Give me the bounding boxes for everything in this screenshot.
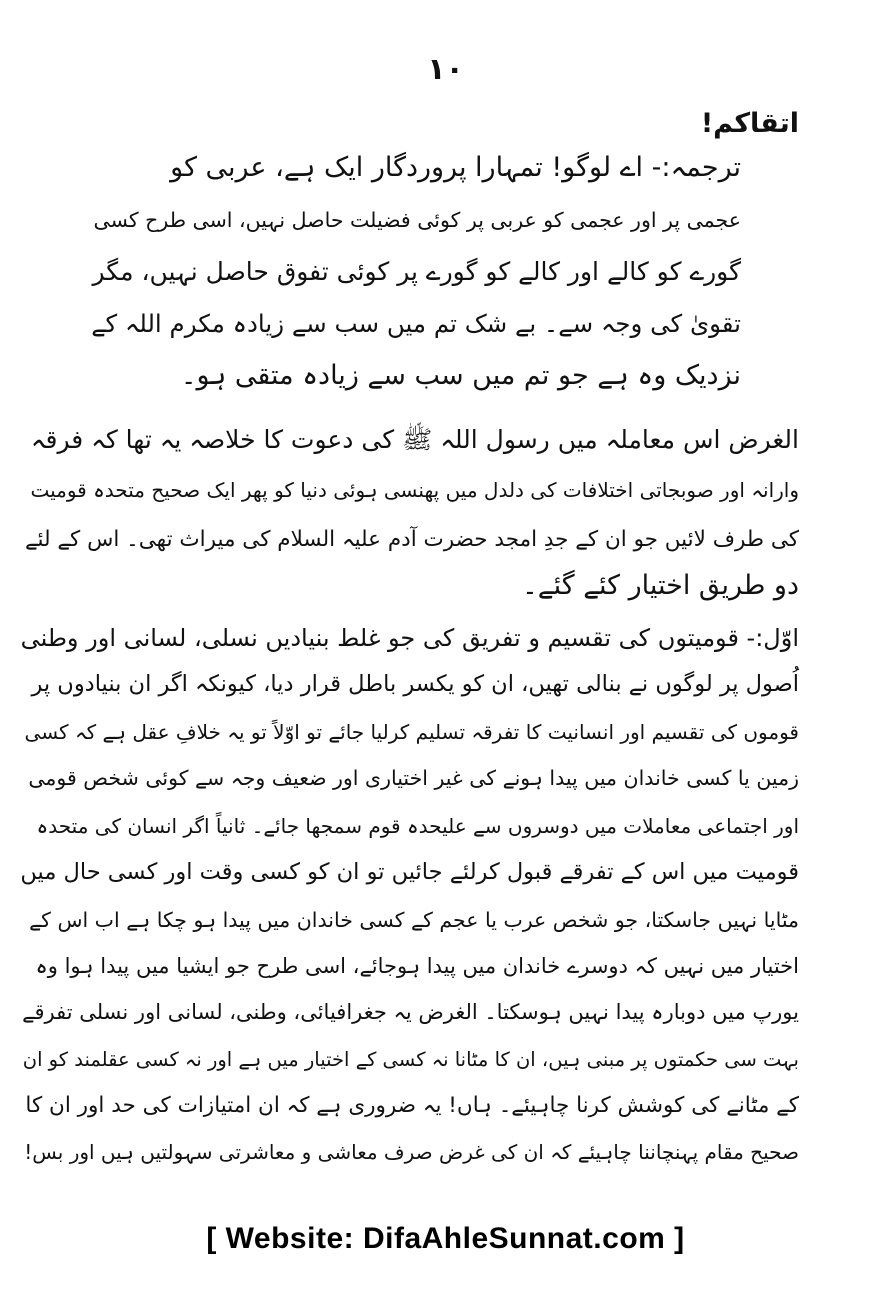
- paragraph-line: کے مٹانے کی کوشش کرنا چاہیئے۔ ہاں! یہ ضروری ہے کہ ان امتیازات کی حد اور ان کا: [25, 1093, 799, 1118]
- paragraph-line: دو طریق اختیار کئے گئے۔: [521, 570, 799, 601]
- translation-line: عجمی پر اور عجمی کو عربی پر کوئی فضیلت حاصل نہیں، اسی طرح کسی: [93, 208, 741, 232]
- paragraph-summary: [19, 406, 799, 606]
- paragraph-line: بہت سی حکمتوں پر مبنی ہیں، ان کا مٹانا نہ کسی کے اختیار میں ہے اور نہ کسی عقلمند کو ان: [22, 1048, 799, 1071]
- website-footer: [ Website: DifaAhleSunnat.com ]: [206, 1222, 685, 1255]
- translation-line: تقویٰ کی وجہ سے۔ بے شک تم میں سب سے زیادہ مکرم اللہ کے: [91, 309, 741, 338]
- paragraph-first-method: [19, 608, 799, 1168]
- section-heading: اتقاکم!: [700, 108, 799, 139]
- paragraph-line: صحیح مقام پہنچاننا چاہیئے کہ ان کی غرض صرف معاشی و معاشرتی سہولتیں ہیں اور بس!: [24, 1140, 799, 1164]
- paragraph-line: اُصول پر لوگوں نے بنالی تھیں، ان کو یکسر باطل قرار دیا، کیونکہ اگر ان بنیادوں پر: [31, 671, 799, 697]
- paragraph-line: زمین یا کسی خاندان میں پیدا ہونے کی غیر اختیاری اور ضعیف وجہ سے کوئی شخص قومی: [28, 766, 799, 790]
- paragraph-line: وارانہ اور صوبجاتی اختلافات کی دلدل میں پھنسی ہوئی دنیا کو پھر ایک صحیح متحدہ قومیت: [30, 478, 799, 502]
- paragraph-line: اختیار میں نہیں کہ دوسرے خاندان میں پیدا ہوجائے، اسی طرح جو ایشیا میں پیدا ہوا وہ: [35, 954, 799, 978]
- paragraph-line: اور اجتماعی معاملات میں دوسروں سے علیحدہ قوم سمجھا جائے۔ ثانیاً اگر انسان کی متحدہ: [36, 814, 799, 838]
- translation-line: نزدیک وہ ہے جو تم میں سب سے زیادہ متقی ہو۔: [180, 360, 741, 391]
- translation-line: ترجمہ:- اے لوگو! تمہارا پروردگار ایک ہے، عربی کو: [170, 152, 741, 183]
- paragraph-line: کی طرف لائیں جو ان کے جدِ امجد حضرت آدم علیہ السلام کی میراث تھی۔ اس کے لئے: [24, 527, 799, 552]
- paragraph-line: یورپ میں دوبارہ پیدا نہیں ہوسکتا۔ الغرض یہ جغرافیائی، وطنی، لسانی اور نسلی تفرقے: [22, 1000, 799, 1024]
- paragraph-line: قوموں کی تقسیم اور انسانیت کا تفرقہ تسلیم کرلیا جائے تو اوّلاً تو یہ خلافِ عقل ہے کہ کسی: [24, 720, 799, 744]
- page-number: ۱۰: [427, 52, 464, 87]
- translation-block: [91, 148, 741, 408]
- paragraph-line: قومیت میں اس کے تفرقے قبول کرلئے جائیں تو ان کو کسی وقت اور کسی حال میں: [20, 859, 799, 885]
- paragraph-line: مٹایا نہیں جاسکتا، جو شخص عرب یا عجم کے کسی خاندان میں پیدا ہو چکا ہے اب اس کے: [29, 908, 799, 932]
- paragraph-line: اوّل:- قومیتوں کی تقسیم و تفریق کی جو غلط بنیادیں نسلی، لسانی اور وطنی: [20, 624, 799, 652]
- translation-line: گورے کو کالے اور کالے کو گورے پر کوئی تفوق حاصل نہیں، مگر: [92, 257, 741, 286]
- paragraph-line: الغرض اس معاملہ میں رسول اللہ ﷺ کی دعوت کا خلاصہ یہ تھا کہ فرقہ: [30, 425, 799, 454]
